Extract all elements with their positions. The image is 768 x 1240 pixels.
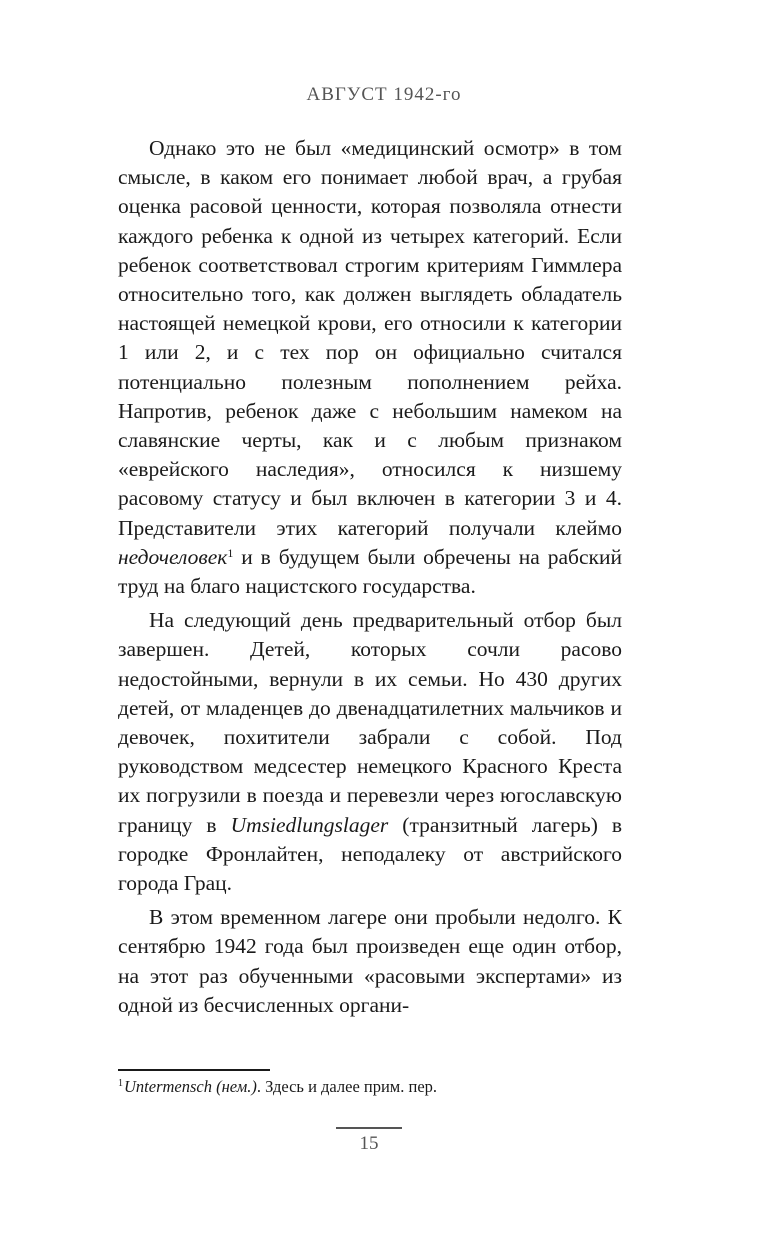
footnote-number: 1: [118, 1078, 123, 1089]
italic-term-umsiedlungslager: Umsiedlungslager: [230, 812, 389, 837]
footnote: [118, 1076, 622, 1098]
paragraph-2-continuation: (транзитный лагерь) в городке Фронлайтен, неподалеку от австрийского города Грац.: [118, 812, 623, 896]
paragraph-2-text: На следующий день предварительный отбор был завершен. Детей, которых сочли расово недостойными, вернули в их семьи. Но 430 других детей, от младенцев до двенадцатилетних мальчиков и девочек, похитители забрали с собой. Под руководством медсестер немецкого Красного Креста их погрузили в поезда и перевезли через югославскую границу в: [118, 608, 622, 837]
page-number: 15: [359, 1133, 379, 1154]
main-text: [118, 134, 622, 1020]
page-number-rule: [336, 1127, 402, 1129]
footnote-text: . Здесь и далее прим. пер.: [256, 1077, 438, 1096]
footnote-reference[interactable]: 1: [227, 545, 234, 560]
paragraph-2: [118, 606, 622, 898]
footnote-rule: [118, 1069, 270, 1071]
paragraph-1-continuation: и в будущем были обречены на рабский труд на благо нацистского государства.: [118, 544, 622, 599]
footnote-term: Untermensch: [124, 1077, 212, 1096]
paragraph-1-text: Однако это не был «медицинский осмотр» в том смысле, в каком его понимает любой врач, а грубая оценка расовой ценности, которая позволяла отнести каждого ребенка к одной из четырех категорий. Если ребенок соответствовал строгим критериям Гиммлера относительно того, как должен выглядеть обладатель настоящей немецкой крови, его относили к категории 1 или 2, и с тех пор он официально считался потенциально полезным пополнением рейха. Напротив, ребенок даже с небольшим намеком на славянские черты, как и с любым признаком «еврейского наследия», относился к низшему расовому статусу и был включен в категории 3 и 4. Представители этих категорий получали клеймо: [118, 136, 622, 540]
paragraph-3-text: В этом временном лагере они пробыли недолго. К сентябрю 1942 года был произведен еще один отбор, на этот раз обученными «расовыми экспертами» из одной из бесчисленных органи-: [118, 905, 622, 1017]
paragraph-1: [118, 134, 622, 601]
footnote-language: (нем.): [216, 1077, 257, 1096]
running-header: АВГУСТ 1942-го: [306, 84, 462, 105]
italic-term-nedochelovek: недочеловек: [118, 544, 228, 569]
paragraph-3: [118, 903, 622, 1020]
